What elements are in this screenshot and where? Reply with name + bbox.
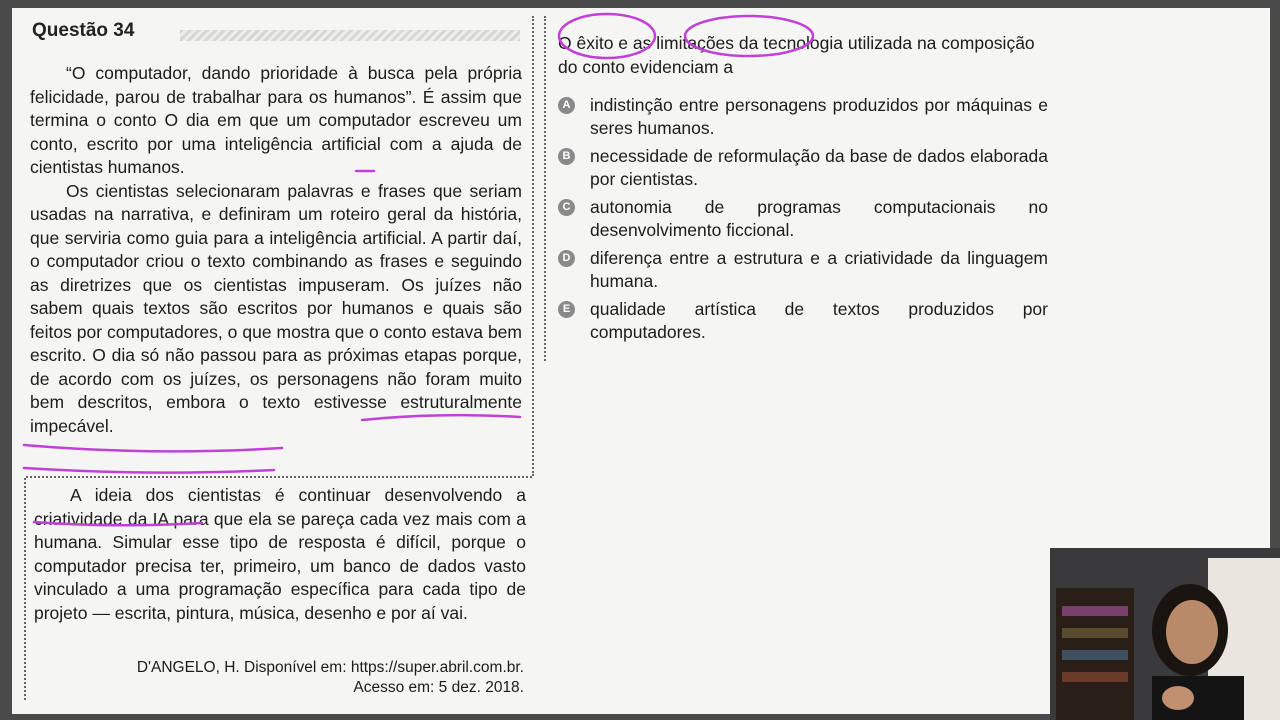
paragraph-3: A ideia dos cientistas é continuar desenvolvendo a criatividade da IA para que ela se pareça cada vez mais com a humana. Simular esse tipo de resposta é difícil, porque o computador precisa ter, primeiro, um banco de dados vasto vinculado a uma programação específica para cada tipo de projeto — escrita, pintura, música, desenho e por aí vai. [34,485,526,623]
source-line-2: Acesso em: 5 dez. 2018. [353,679,524,696]
left-border [24,478,26,700]
paragraph-2: Os cientistas selecionaram palavras e frases que seriam usadas na narrativa, e definiram um roteiro geral da história, que serviria como guia para a inteligência artificial. A partir daí, o computador criou o texto combinando as frases e seguindo as diretrizes que os cientistas impuseram. Os juízes não sabem quais textos são escritos por humanos e quais são feitos por computadores, o que mostra que o conto estava bem escrito. O dia só não passou para as próximas etapas porque, de acordo com os juízes, os personagens não foram muito bem descritos, embora o texto estivesse estruturalmente impecável. [30,180,522,436]
text-column-continued [34,484,526,625]
option-letter: B [558,148,575,165]
text-column [30,62,522,438]
question-stem: O êxito e as limitações da tecnologia utilizada na composição do conto evidenciam a [558,33,1035,77]
source-line-1: D'ANGELO, H. Disponível em: https://super.abril.com.br. [136,659,524,676]
option-b[interactable] [558,145,1048,190]
column-divider [532,16,534,476]
stem-divider [544,16,546,361]
underline-annotation-estruturalmente [24,468,274,473]
option-text: necessidade de reformulação da base de dados elaborada por cientistas. [590,146,1048,189]
option-letter: D [558,250,575,267]
option-letter: A [558,97,575,114]
option-text: indistinção entre personagens produzidos por máquinas e seres humanos. [590,95,1048,138]
option-a[interactable] [558,94,1048,139]
title-stripe [180,30,520,41]
option-d[interactable] [558,247,1048,292]
option-c[interactable] [558,196,1048,241]
section-divider [26,476,532,478]
option-text: diferença entre a estrutura e a criatividade da linguagem humana. [590,248,1048,291]
answer-options [558,94,1048,349]
option-text: autonomia de programas computacionais no desenvolvimento ficcional. [590,197,1048,240]
paragraph-1: “O computador, dando prioridade à busca pela própria felicidade, parou de trabalhar para os humanos”. É assim que termina o conto O dia em que um computador escreveu um conto, escrito por uma inteligência artificial com a ajuda de cientistas humanos. [30,63,522,177]
option-letter: E [558,301,575,318]
option-e[interactable] [558,298,1048,343]
underline-annotation-descritos [24,445,282,451]
source-citation [34,658,524,698]
webcam-image [1050,548,1280,720]
option-letter: C [558,199,575,216]
option-text: qualidade artística de textos produzidos por computadores. [590,299,1048,342]
webcam-overlay [1050,548,1280,720]
question-title: Questão 34 [32,20,135,41]
